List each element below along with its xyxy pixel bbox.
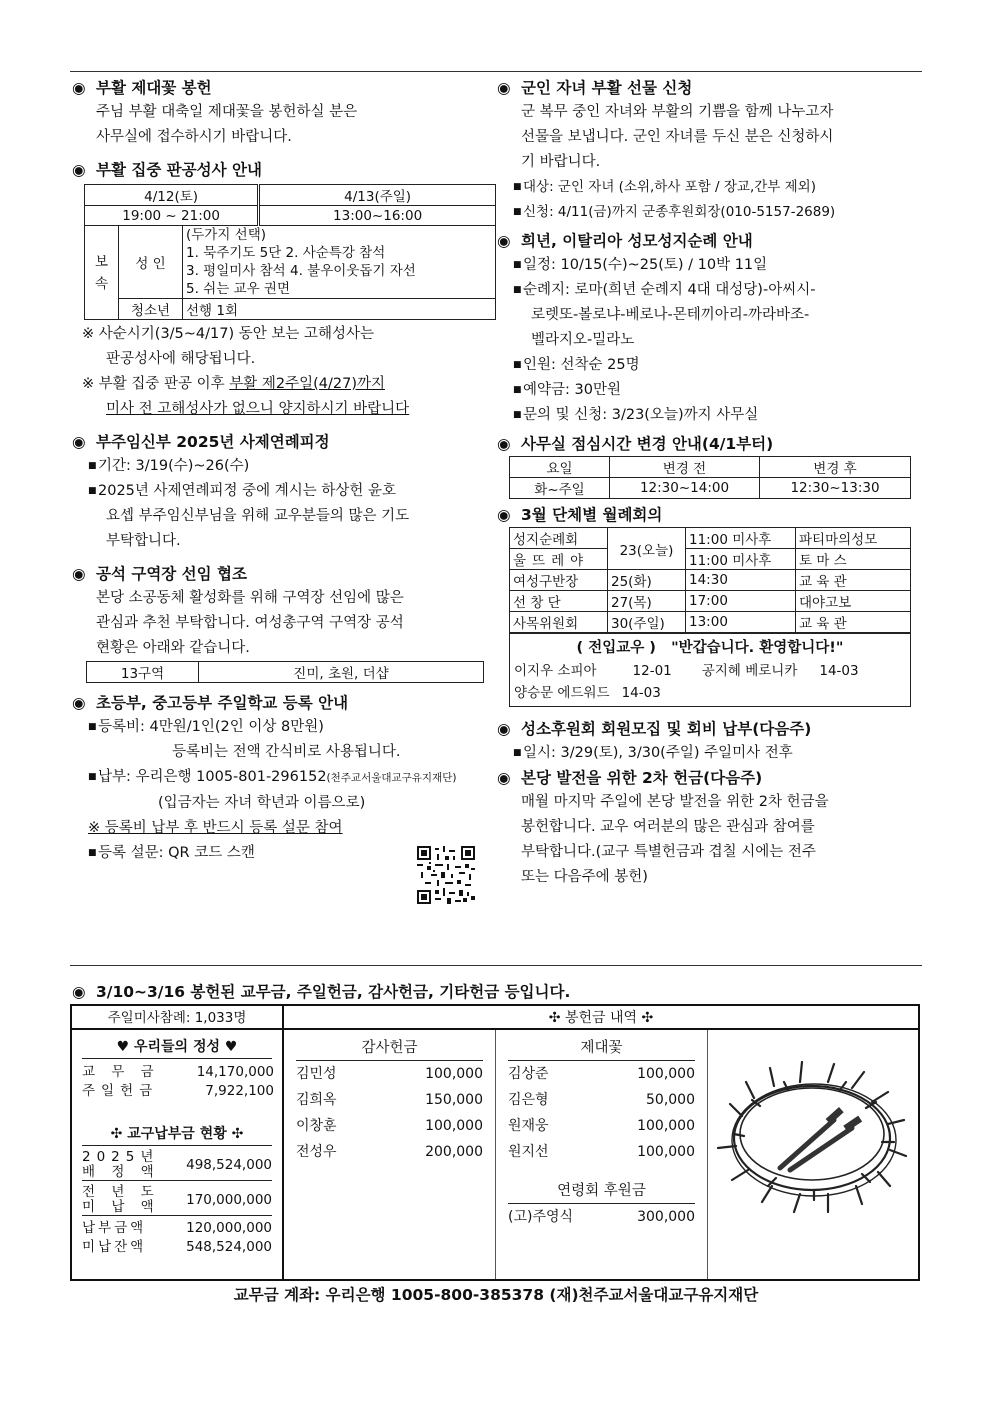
table-cell: 12:30~14:00 — [610, 478, 760, 499]
welcome-row: 이지우 소피아 12-01 공지혜 베로니카 14-03 — [514, 663, 859, 679]
text-line: 또는 다음주에 봉헌) — [521, 869, 648, 885]
list-item: ■ 대상: 군인 자녀 (소위,하사 포함 / 장교,간부 제외) — [497, 175, 917, 200]
section-title: ◉ 성소후원회 회원모집 및 회비 납부(다음주) — [497, 717, 917, 741]
table-cell: 성 인 — [119, 226, 183, 299]
table-cell: 14:30 — [686, 570, 796, 591]
altar-column — [496, 1030, 708, 1279]
text-line: 군 복무 중인 자녀와 부활의 기쁨을 함께 나누고자 — [521, 104, 834, 120]
text-line: 본당 소공동체 활성화를 위해 구역장 선임에 많은 — [96, 590, 404, 606]
meeting-table — [509, 527, 911, 633]
top-rule — [70, 71, 922, 72]
list-item-cont: 부탁합니다. — [106, 533, 181, 549]
summary-row: 주일헌금 7,922,100 — [82, 1083, 274, 1099]
table-cell: 23(오늘) — [608, 528, 686, 570]
donation-row: 이창훈 100,000 — [296, 1118, 483, 1134]
text-line: 매월 마지막 주일에 본당 발전을 위한 2차 헌금을 — [521, 794, 829, 810]
table-cell: 11:00 미사후 — [686, 528, 796, 549]
list-item-cont: 벨라지오-밀라노 — [531, 332, 635, 348]
confession-table — [84, 184, 496, 320]
table-cell: 요일 — [510, 457, 610, 478]
section-title: ◉ 공석 구역장 선임 협조 — [72, 562, 488, 586]
list-item: ■ 2025년 사제연례피정 중에 계시는 하상헌 윤호 — [72, 479, 488, 504]
text-line: 부탁합니다.(교구 특별헌금과 겹칠 시에는 전주 — [521, 844, 816, 860]
donation-row: 김상준 100,000 — [508, 1066, 695, 1082]
list-item: ■ 납부: 우리은행 1005-801-296152(천주교서울대교구유지재단) — [72, 765, 488, 791]
table-cell: 사목위원회 — [510, 612, 608, 633]
circle-bullet-icon: ◉ — [72, 79, 86, 97]
table-cell: 진미, 초원, 더샵 — [199, 662, 484, 683]
text-line: 주님 부활 대축일 제대꽃을 봉헌하실 분은 — [96, 104, 358, 120]
welcome-row: 양승문 에드워드 14-03 — [514, 685, 661, 701]
text-line: 현황은 아래와 같습니다. — [96, 640, 250, 656]
table-cell: 19:00 ~ 21:00 — [85, 206, 259, 226]
text-line: 관심과 추천 부탁합니다. 여성총구역 구역장 공석 — [96, 615, 404, 631]
donation-header: ✣ 봉헌금 내역 ✣ — [284, 1006, 918, 1030]
thanks-heading: 감사헌금 — [296, 1036, 483, 1061]
table-cell: 울뜨레야 — [510, 549, 608, 570]
note-line: 미사 전 고해성사가 없으니 양지하시기 바랍니다 — [106, 401, 410, 417]
crown-of-thorns-icon — [712, 1046, 912, 1221]
thanks-column — [284, 1030, 496, 1279]
list-item: ■ 인원: 선착순 25명 — [497, 353, 917, 378]
table-cell: 토 마 스 — [796, 549, 911, 570]
list-item: ■ 신청: 4/11(금)까지 군종후원회장(010-5157-2689) — [497, 200, 917, 225]
list-item-cont: (입금자는 자녀 학년과 이름으로) — [158, 795, 366, 811]
table-cell: 27(목) — [608, 591, 686, 612]
qr-code-icon[interactable] — [417, 846, 475, 904]
circle-bullet-icon: ◉ — [72, 565, 86, 583]
table-cell: 변경 전 — [610, 457, 760, 478]
table-cell: 보 속 — [85, 226, 119, 320]
note-line: ※ 등록비 납부 후 반드시 등록 설문 참여 — [88, 820, 343, 836]
list-item: ■ 순례지: 로마(희년 순례지 4대 대성당)-아씨시- — [497, 278, 917, 303]
table-cell: 청소년 — [119, 299, 183, 320]
section-title: ◉ 본당 발전을 위한 2차 헌금(다음주) — [497, 766, 917, 790]
table-cell: 여성구반장 — [510, 570, 608, 591]
circle-bullet-icon: ◉ — [72, 433, 86, 451]
summary-row: 미납잔액 548,524,000 — [82, 1239, 272, 1255]
table-cell: 13구역 — [87, 662, 199, 683]
donation-row: 전성우 200,000 — [296, 1144, 483, 1160]
circle-bullet-icon: ◉ — [72, 161, 86, 179]
list-item: ■ 기간: 3/19(수)~26(수) — [72, 454, 488, 479]
section-title: ◉ 군인 자녀 부활 선물 신청 — [497, 76, 917, 100]
donation-row: 김민성 100,000 — [296, 1066, 483, 1082]
circle-bullet-icon: ◉ — [497, 506, 511, 524]
text-line: 사무실에 접수하시기 바랍니다. — [96, 129, 292, 145]
summary-column — [72, 1030, 284, 1279]
table-cell: 대야고보 — [796, 591, 911, 612]
donation-row: (고)주영식 300,000 — [508, 1209, 695, 1225]
table-cell: 13:00 — [686, 612, 796, 633]
donation-row: 김은형 50,000 — [508, 1092, 695, 1108]
welcome-box: ( 전입교우 ) "반갑습니다. 환영합니다!" 이지우 소피아 12-01 공지혜 베로니카 14-03 양승문 에드워드 14-03 — [509, 633, 911, 707]
table-cell: 13:00~16:00 — [259, 206, 496, 226]
donation-row: 원지선 100,000 — [508, 1144, 695, 1160]
levy-row: 2025년 배 정 액 498,524,000 — [82, 1149, 272, 1180]
table-cell: 화~주일 — [510, 478, 610, 499]
left-column — [72, 76, 488, 866]
divider-rule — [70, 965, 922, 966]
account-footer: 교무금 계좌: 우리은행 1005-800-385378 (재)천주교서울대교구유지재단 — [233, 1286, 759, 1304]
circle-bullet-icon: ◉ — [497, 435, 511, 453]
attendance: 주일미사참례: 1,033명 — [72, 1006, 284, 1030]
table-cell: 변경 후 — [760, 457, 911, 478]
list-item: ■ 등록 설문: QR 코드 스캔 — [72, 841, 488, 866]
table-cell: 교 육 관 — [796, 612, 911, 633]
summary-row: 납부금액 120,000,000 — [82, 1220, 272, 1236]
right-column — [497, 76, 917, 890]
list-item: ■ 일시: 3/29(토), 3/30(주일) 주일미사 전후 — [497, 741, 917, 766]
text-line: 기 바랍니다. — [521, 154, 601, 170]
text-line: 선물을 보냅니다. 군인 자녀를 두신 분은 신청하시 — [521, 129, 834, 145]
table-cell: 17:00 — [686, 591, 796, 612]
table-cell: 교 육 관 — [796, 570, 911, 591]
note-line: ※ 사순시기(3/5~4/17) 동안 보는 고해성사는 — [82, 326, 375, 342]
note-line: ※ 부활 집중 판공 이후 부활 제2주일(4/27)까지 — [82, 376, 386, 392]
list-item: ■ 등록비: 4만원/1인(2인 이상 8만원) — [72, 715, 488, 740]
table-cell: 파티마의성모 — [796, 528, 911, 549]
donation-row: 원재웅 100,000 — [508, 1118, 695, 1134]
elder-heading: 연령회 후원금 — [508, 1179, 695, 1204]
circle-bullet-icon: ◉ — [72, 983, 86, 1001]
altar-heading: 제대꽃 — [508, 1036, 695, 1061]
section-title: ◉ 3월 단체별 월례회의 — [497, 503, 917, 527]
section-title: ◉ 부주임신부 2025년 사제연례피정 — [72, 430, 488, 454]
summary-row: 교 무 금 14,170,000 — [82, 1064, 274, 1080]
table-cell: 12:30~13:30 — [760, 478, 911, 499]
list-item: ■ 일정: 10/15(수)~25(토) / 10박 11일 — [497, 253, 917, 278]
area-table — [86, 661, 484, 683]
sincerity-heading: ♥ 우리들의 정성 ♥ — [116, 1039, 238, 1055]
list-item-cont: 로렛또-볼로냐-베로나-몬테끼아리-까라바조- — [531, 307, 810, 323]
section-title: ◉ 초등부, 중고등부 주일학교 등록 안내 — [72, 691, 488, 715]
levy-heading: ✣ 교구납부금 현황 ✣ — [110, 1126, 244, 1142]
table-cell: 선 창 단 — [510, 591, 608, 612]
section-title: ◉ 부활 집중 판공성사 안내 — [72, 158, 488, 182]
circle-bullet-icon: ◉ — [497, 232, 511, 250]
table-cell: (두가지 선택) 1. 묵주기도 5단 2. 사순특강 참석 3. 평일미사 참석 4. 불우이웃돕기 자선 5. 쉬는 교우 권면 — [183, 226, 496, 299]
lunch-table — [509, 456, 911, 499]
section-title: ◉ 사무실 점심시간 변경 안내(4/1부터) — [497, 432, 917, 456]
circle-bullet-icon: ◉ — [497, 720, 511, 738]
offering-title: ◉ 3/10~3/16 봉헌된 교무금, 주일헌금, 감사헌금, 기타헌금 등입니다. — [72, 983, 571, 1001]
levy-row: 전 년 도 미 납 액 170,000,000 — [82, 1184, 272, 1215]
note-line: 판공성사에 해당됩니다. — [106, 351, 256, 367]
section-title: ◉ 부활 제대꽃 봉헌 — [72, 76, 488, 100]
donation-row: 김희옥 150,000 — [296, 1092, 483, 1108]
text-line: 봉헌합니다. 교우 여러분의 많은 관심과 참여를 — [521, 819, 815, 835]
table-cell: 선행 1회 — [183, 299, 496, 320]
table-cell: 11:00 미사후 — [686, 549, 796, 570]
table-cell: 성지순례회 — [510, 528, 608, 549]
section-title: ◉ 희년, 이탈리아 성모성지순례 안내 — [497, 229, 917, 253]
list-item-cont: 등록비는 전액 간식비로 사용됩니다. — [172, 744, 401, 760]
list-item-cont: 요셉 부주임신부님을 위해 교우분들의 많은 기도 — [106, 508, 410, 524]
table-cell: 25(화) — [608, 570, 686, 591]
table-cell: 4/12(토) — [85, 185, 259, 206]
table-cell: 30(주일) — [608, 612, 686, 633]
list-item: ■ 문의 및 신청: 3/23(오늘)까지 사무실 — [497, 403, 917, 428]
circle-bullet-icon: ◉ — [72, 694, 86, 712]
circle-bullet-icon: ◉ — [497, 79, 511, 97]
table-cell: 4/13(주일) — [259, 185, 496, 206]
circle-bullet-icon: ◉ — [497, 769, 511, 787]
list-item: ■ 예약금: 30만원 — [497, 378, 917, 403]
